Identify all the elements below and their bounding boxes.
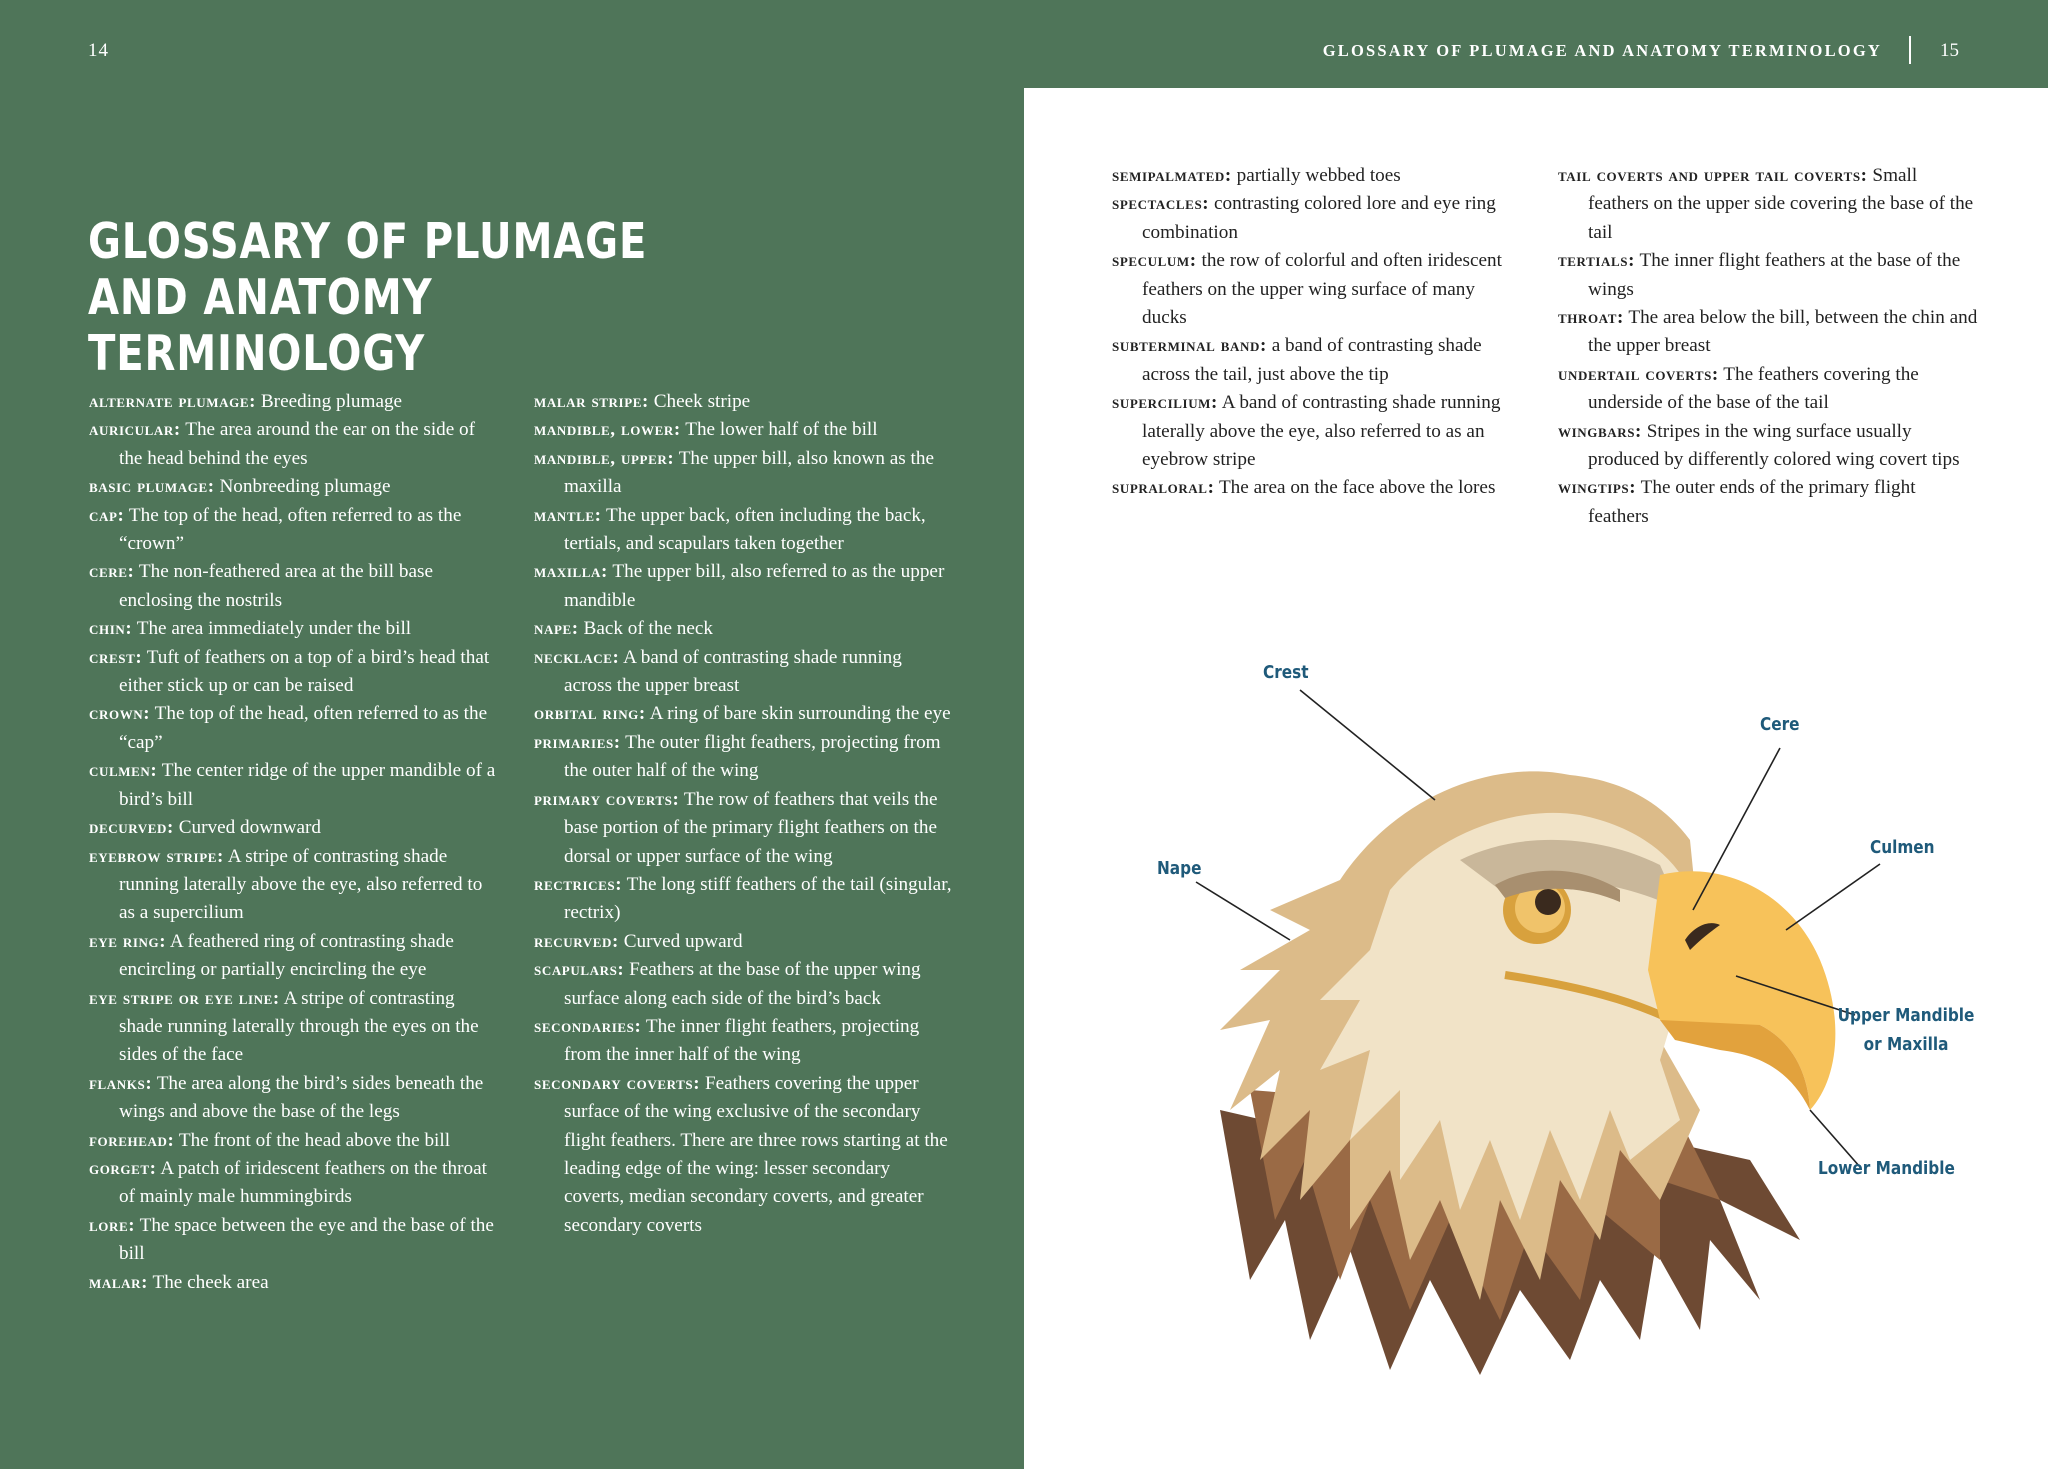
glossary-term: wingbars: — [1558, 420, 1642, 442]
glossary-entry — [534, 445, 954, 502]
label-upper-mandible — [1821, 1001, 1991, 1059]
glossary-definition: Curved upward — [618, 930, 743, 952]
glossary-column-3 — [1112, 162, 1520, 503]
glossary-term: cap: — [89, 504, 125, 526]
glossary-term: lore: — [89, 1214, 136, 1236]
glossary-entry — [1112, 332, 1520, 389]
glossary-definition: Feathers at the base of the upper wing surface along each side of the bird’s back — [564, 959, 921, 1009]
glossary-term: basic plumage: — [89, 476, 215, 498]
glossary-definition: A band of contrasting shade running laterally above the eye, also referred to as an eyebrow stripe — [1142, 392, 1501, 471]
crest-leader-line — [1300, 690, 1435, 800]
glossary-entry — [89, 502, 499, 559]
glossary-definition: Nonbreeding plumage — [214, 476, 391, 498]
glossary-term: mandible, lower: — [534, 419, 681, 441]
label-crest: Crest — [1263, 662, 1309, 683]
glossary-entry — [534, 1013, 954, 1070]
glossary-term: primaries: — [534, 731, 621, 753]
glossary-definition: The area along the bird’s sides beneath the wings and above the base of the legs — [119, 1072, 484, 1123]
glossary-entry — [534, 615, 954, 643]
glossary-entry — [534, 416, 954, 444]
glossary-definition: The top of the head, often referred to as the “cap” — [119, 703, 488, 753]
glossary-definition: partially webbed toes — [1231, 165, 1401, 186]
glossary-entry — [89, 843, 499, 928]
glossary-term: maxilla: — [534, 561, 608, 583]
glossary-definition: The non-feathered area at the bill base enclosing the nostrils — [119, 561, 433, 611]
glossary-term: eye ring: — [89, 930, 167, 952]
glossary-term: supercilium: — [1112, 392, 1218, 414]
glossary-definition: The cheek area — [148, 1271, 269, 1293]
glossary-entry — [89, 416, 499, 473]
glossary-entry — [534, 644, 954, 701]
glossary-entry — [89, 757, 499, 814]
glossary-definition: The area immediately under the bill — [132, 618, 412, 640]
glossary-entry — [89, 1212, 499, 1269]
glossary-term: mantle: — [534, 504, 602, 526]
glossary-definition: A patch of iridescent feathers on the throat of mainly male hummingbirds — [119, 1157, 487, 1208]
glossary-definition: The area on the face above the lores — [1214, 477, 1496, 499]
page-number-right: 15 — [1940, 40, 1959, 61]
glossary-term: throat: — [1558, 307, 1624, 329]
glossary-entry — [89, 928, 499, 985]
glossary-definition: The row of feathers that veils the base portion of the primary flight feathers on the dorsal or upper surface of the wing — [564, 788, 938, 867]
glossary-term: nape: — [534, 618, 579, 640]
glossary-term: decurved: — [89, 817, 174, 839]
glossary-term: subterminal band: — [1112, 335, 1267, 357]
glossary-term: primary coverts: — [534, 788, 680, 810]
glossary-definition: Back of the neck — [578, 618, 713, 640]
glossary-entry — [534, 558, 954, 615]
glossary-definition: A band of contrasting shade running across the upper breast — [564, 646, 902, 697]
glossary-term: spectacles: — [1112, 193, 1210, 215]
glossary-definition: The upper bill, also referred to as the upper mandible — [564, 561, 945, 611]
glossary-term: eye stripe or eye line: — [89, 987, 280, 1009]
glossary-entry — [1112, 162, 1520, 190]
glossary-entry — [534, 700, 954, 728]
glossary-definition: contrasting colored lore and eye ring combination — [1142, 193, 1496, 243]
glossary-entry — [89, 1070, 499, 1127]
glossary-term: malar stripe: — [534, 391, 649, 412]
glossary-definition: The outer flight feathers, projecting from the outer half of the wing — [564, 731, 941, 782]
glossary-term: gorget: — [89, 1157, 157, 1179]
glossary-term: cere: — [89, 561, 135, 583]
glossary-entry — [89, 644, 499, 701]
running-header — [1024, 0, 2048, 88]
glossary-column-4 — [1558, 162, 1978, 531]
glossary-term: semipalmated: — [1112, 165, 1232, 186]
glossary-term: forehead: — [89, 1129, 175, 1151]
glossary-entry — [89, 814, 499, 842]
glossary-term: culmen: — [89, 760, 158, 782]
eagle-eye-pupil — [1535, 889, 1561, 915]
glossary-entry — [1112, 190, 1520, 247]
glossary-entry — [534, 502, 954, 559]
label-upper-mandible-line1: Upper Mandible — [1837, 1005, 1975, 1026]
glossary-definition: The area below the bill, between the chin and the upper breast — [1588, 307, 1978, 357]
glossary-entry — [89, 1127, 499, 1155]
glossary-term: undertail coverts: — [1558, 363, 1719, 385]
glossary-term: crest: — [89, 646, 143, 668]
glossary-definition: The feathers covering the underside of the base of the tail — [1588, 363, 1919, 414]
glossary-term: tertials: — [1558, 250, 1636, 272]
running-head-title: GLOSSARY OF PLUMAGE AND ANATOMY TERMINOLOGY — [1322, 41, 1882, 60]
glossary-entry — [534, 871, 954, 928]
glossary-column-2 — [534, 388, 954, 1240]
glossary-entry — [89, 700, 499, 757]
glossary-entry — [534, 928, 954, 956]
glossary-term: rectrices: — [534, 873, 623, 895]
glossary-definition: a band of contrasting shade across the tail, just above the tip — [1142, 335, 1482, 385]
glossary-definition: The space between the eye and the base of the bill — [119, 1214, 494, 1265]
glossary-term: alternate plumage: — [89, 391, 257, 412]
glossary-definition: Feathers covering the upper surface of the wing exclusive of the secondary flight feathers. There are three rows starting at the leading edge of the wing: lesser secondary coverts, median secondary coverts, and greater secondary coverts — [564, 1072, 948, 1236]
glossary-term: eyebrow stripe: — [89, 845, 224, 867]
glossary-definition: The top of the head, often referred to as the “crown” — [119, 504, 462, 555]
label-cere: Cere — [1760, 714, 1800, 735]
glossary-term: scapulars: — [534, 959, 625, 981]
glossary-definition: The lower half of the bill — [680, 419, 878, 441]
glossary-entry — [89, 558, 499, 615]
glossary-definition: A stripe of contrasting shade running laterally through the eyes on the sides of the face — [119, 987, 479, 1066]
glossary-entry — [1558, 474, 1978, 531]
glossary-definition: Curved downward — [173, 817, 322, 839]
glossary-entry — [1558, 361, 1978, 418]
glossary-definition: The inner flight feathers at the base of the wings — [1588, 250, 1961, 300]
glossary-entry — [1558, 247, 1978, 304]
glossary-entry — [89, 615, 499, 643]
glossary-term: flanks: — [89, 1072, 153, 1094]
page-title: GLOSSARY OF PLUMAGE AND ANATOMY TERMINOLOGY — [88, 213, 648, 382]
eagle-anatomy-diagram — [1100, 640, 2000, 1400]
glossary-definition: the row of colorful and often iridescent feathers on the upper wing surface of many ducks — [1142, 250, 1502, 329]
glossary-definition: The outer ends of the primary flight feathers — [1588, 477, 1916, 527]
glossary-column-1 — [89, 388, 499, 1297]
glossary-definition: Breeding plumage — [256, 391, 403, 412]
glossary-entry — [1558, 304, 1978, 361]
glossary-entry — [89, 1269, 499, 1297]
glossary-entry — [89, 388, 499, 416]
glossary-definition: The inner flight feathers, projecting from the inner half of the wing — [564, 1015, 920, 1066]
glossary-definition: A feathered ring of contrasting shade encircling or partially encircling the eye — [119, 930, 454, 981]
glossary-entry — [534, 956, 954, 1013]
glossary-definition: Tuft of feathers on a top of a bird’s head that either stick up or can be raised — [119, 646, 490, 697]
page-number-left: 14 — [88, 40, 109, 61]
glossary-definition: A ring of bare skin surrounding the eye — [645, 703, 951, 725]
glossary-term: auricular: — [89, 419, 181, 441]
glossary-term: supraloral: — [1112, 477, 1215, 499]
glossary-term: recurved: — [534, 930, 619, 952]
label-upper-mandible-line2: or Maxilla — [1863, 1034, 1949, 1055]
glossary-definition: The upper back, often including the back, tertials, and scapulars taken together — [564, 504, 926, 555]
glossary-definition: The center ridge of the upper mandible of a bird’s bill — [119, 760, 496, 810]
glossary-entry — [89, 1155, 499, 1212]
glossary-term: speculum: — [1112, 250, 1197, 272]
label-nape: Nape — [1157, 858, 1202, 879]
glossary-definition: The front of the head above the bill — [174, 1129, 451, 1151]
glossary-term: tail coverts and upper tail coverts: — [1558, 165, 1868, 186]
glossary-term: mandible, upper: — [534, 447, 675, 469]
glossary-definition: A stripe of contrasting shade running laterally above the eye, also referred to as a supercilium — [119, 845, 483, 924]
glossary-entry — [1112, 247, 1520, 332]
label-culmen: Culmen — [1870, 837, 1935, 858]
glossary-term: wingtips: — [1558, 477, 1637, 499]
glossary-definition: Small feathers on the upper side covering the base of the tail — [1588, 165, 1974, 243]
glossary-definition: The long stiff feathers of the tail (singular, rectrix) — [564, 873, 952, 924]
glossary-entry — [534, 388, 954, 416]
glossary-term: crown: — [89, 703, 151, 725]
glossary-entry — [89, 473, 499, 501]
glossary-entry — [1112, 389, 1520, 474]
header-divider — [1909, 36, 1911, 64]
glossary-term: malar: — [89, 1271, 149, 1293]
glossary-term: orbital ring: — [534, 703, 646, 725]
glossary-term: secondary coverts: — [534, 1072, 701, 1094]
glossary-entry — [89, 985, 499, 1070]
glossary-term: necklace: — [534, 646, 620, 668]
glossary-entry — [534, 1070, 954, 1240]
glossary-entry — [534, 729, 954, 786]
glossary-definition: Stripes in the wing surface usually produced by differently colored wing covert tips — [1588, 420, 1960, 471]
glossary-entry — [1558, 162, 1978, 247]
glossary-definition: The area around the ear on the side of the head behind the eyes — [119, 419, 476, 469]
glossary-entry — [1558, 418, 1978, 475]
label-lower-mandible: Lower Mandible — [1818, 1158, 1955, 1179]
glossary-entry — [534, 786, 954, 871]
glossary-definition: The upper bill, also known as the maxilla — [564, 447, 934, 498]
glossary-definition: Cheek stripe — [648, 391, 751, 412]
glossary-term: chin: — [89, 618, 133, 640]
culmen-leader-line — [1786, 864, 1880, 930]
glossary-entry — [1112, 474, 1520, 502]
glossary-term: secondaries: — [534, 1015, 642, 1037]
